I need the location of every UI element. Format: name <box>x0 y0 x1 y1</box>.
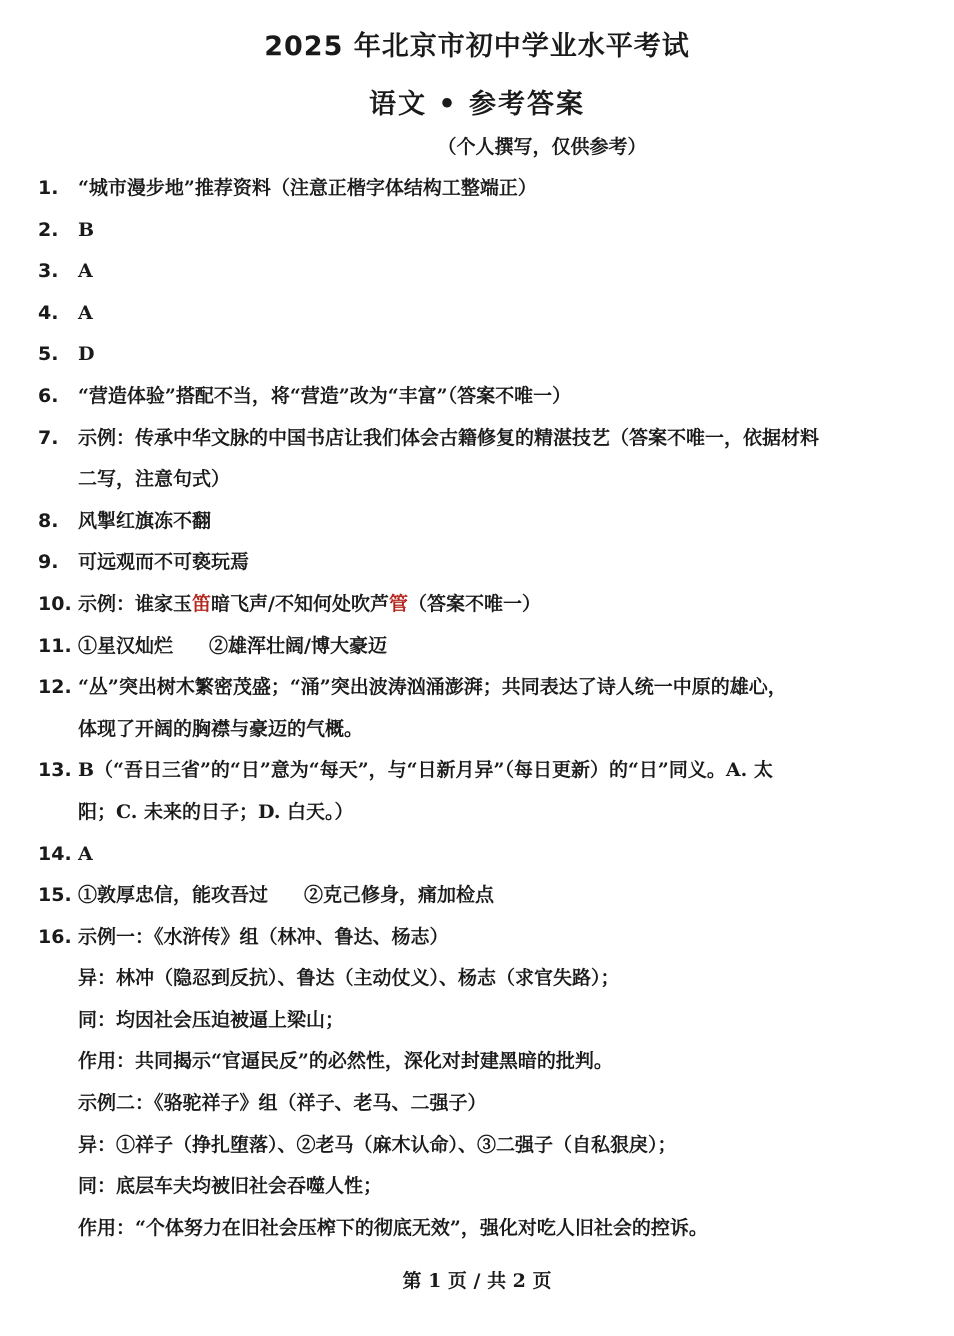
answer-text-part: 暗飞声/不知何处吹芦 <box>211 592 389 615</box>
answer-part-b: ②克己修身，痛加检点 <box>304 884 495 907</box>
answer-text: “营造体验”搭配不当，将“营造”改为“丰富”（答案不唯一） <box>78 384 572 407</box>
answer-text: A <box>78 260 93 283</box>
answer-text-part: 示例：谁家玉 <box>78 592 193 615</box>
answer-number: 4. <box>38 301 59 324</box>
answer-number: 5. <box>38 343 59 366</box>
answer-list <box>38 168 918 1249</box>
answer-item-16-line <box>38 1000 918 1042</box>
answer-item-16-line <box>38 1041 918 1083</box>
answer-text: 风掣红旗冻不翻 <box>78 509 212 532</box>
answer-text <box>78 875 494 917</box>
answer-number: 10. <box>38 592 72 615</box>
answer-text: 异：①祥子（挣扎堕落）、②老马（麻木认命）、③二强子（自私狠戾）； <box>78 1133 677 1156</box>
answer-text <box>78 584 541 626</box>
answer-item-16 <box>38 917 918 959</box>
answer-part-b: ②雄浑壮阔/博大豪迈 <box>209 634 387 657</box>
answer-item-16-line <box>38 958 918 1000</box>
answer-item-16-line <box>38 1166 918 1208</box>
answer-text: B（“吾日三省”的“日”意为“每天”，与“日新月异”（每日更新）的“日”同义。A. 太 <box>78 759 773 782</box>
answer-item-11 <box>38 626 918 668</box>
answer-number: 11. <box>38 634 72 657</box>
answer-number: 8. <box>38 509 59 532</box>
answer-number: 3. <box>38 260 59 283</box>
page-title: 2025 年北京市初中学业水平考试 <box>264 31 690 62</box>
answer-item-5 <box>38 334 918 376</box>
page-subtitle: 语文 • 参考答案 <box>368 89 586 120</box>
answer-number: 6. <box>38 384 59 407</box>
answer-item-12-continued <box>38 709 918 751</box>
page-number-footer: 第 1 页 / 共 2 页 <box>402 1270 552 1292</box>
answer-text: 异：林冲（隐忍到反抗）、鲁达（主动仗义）、杨志（求官失路）； <box>78 967 620 990</box>
highlighted-character: 管 <box>388 592 408 615</box>
answer-text: 同：均因社会压迫被逼上梁山； <box>78 1008 345 1031</box>
answer-text: “城市漫步地”推荐资料（注意正楷字体结构工整端正） <box>78 177 537 199</box>
answer-item-7 <box>38 418 918 460</box>
answer-item-1 <box>38 168 918 210</box>
answer-number: 12. <box>38 676 72 699</box>
answer-number: 7. <box>38 426 59 449</box>
answer-part-a: ①敦厚忠信，能攻吾过 <box>78 884 269 907</box>
answer-item-16-line <box>38 1083 918 1125</box>
answer-text: 同：底层车夫均被旧社会吞噬人性； <box>78 1175 383 1198</box>
answer-text <box>78 626 387 668</box>
answer-item-12 <box>38 667 918 709</box>
answer-item-10 <box>38 584 918 626</box>
answer-item-3 <box>38 251 918 293</box>
answer-text-part: （答案不唯一） <box>408 592 542 615</box>
answer-text: A <box>78 842 93 865</box>
answer-text: 示例二：《骆驼祥子》组（祥子、老马、二强子） <box>78 1092 487 1115</box>
highlighted-character: 笛 <box>192 592 212 615</box>
author-note: （个人撰写，仅供参考） <box>437 136 647 158</box>
answer-text: 作用：共同揭示“官逼民反”的必然性，深化对封建黑暗的批判。 <box>78 1050 613 1073</box>
answer-item-8 <box>38 501 918 543</box>
answer-text: 示例一：《水浒传》组（林冲、鲁达、杨志） <box>78 925 449 948</box>
answer-item-13-continued <box>38 792 918 834</box>
answer-number: 15. <box>38 884 72 907</box>
answer-text: D <box>78 343 95 366</box>
answer-item-13 <box>38 750 918 792</box>
answer-number: 14. <box>38 842 72 865</box>
answer-text: 阳；C. 未来的日子；D. 白天。） <box>78 800 354 823</box>
answer-text: 体现了开阔的胸襟与豪迈的气概。 <box>78 717 364 740</box>
answer-item-9 <box>38 542 918 584</box>
answer-part-a: ①星汉灿烂 <box>78 634 174 657</box>
answer-item-6 <box>38 376 918 418</box>
answer-number: 2. <box>38 218 59 241</box>
answer-item-4 <box>38 293 918 335</box>
answer-item-16-line <box>38 1208 918 1250</box>
answer-item-16-line <box>38 1125 918 1167</box>
answer-text: 可远观而不可亵玩焉 <box>78 551 250 574</box>
answer-text: 示例：传承中华文脉的中国书店让我们体会古籍修复的精湛技艺（答案不唯一，依据材料 <box>78 426 820 449</box>
answer-item-2 <box>38 210 918 252</box>
answer-number: 16. <box>38 925 72 948</box>
answer-text: “丛”突出树木繁密茂盛；“涌”突出波涛汹涌澎湃；共同表达了诗人统一中原的雄心， <box>78 676 787 699</box>
answer-number: 9. <box>38 551 59 574</box>
answer-number: 1. <box>38 177 59 199</box>
answer-text: 二写，注意句式） <box>78 468 231 491</box>
answer-text: A <box>78 301 93 324</box>
answer-text: 作用：“个体努力在旧社会压榨下的彻底无效”，强化对吃人旧社会的控诉。 <box>78 1216 708 1239</box>
answer-item-14 <box>38 834 918 876</box>
answer-number: 13. <box>38 759 72 782</box>
answer-item-7-continued <box>38 459 918 501</box>
answer-item-15 <box>38 875 918 917</box>
answer-text: B <box>78 218 95 241</box>
